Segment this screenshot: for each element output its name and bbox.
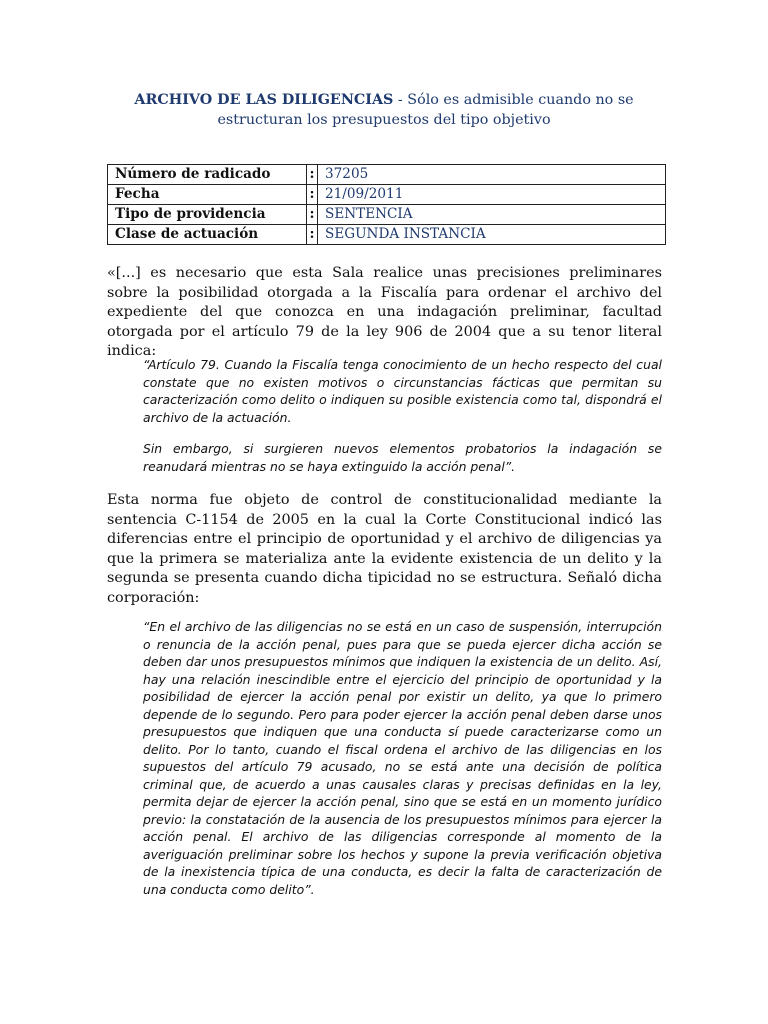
row-separator: : [307, 205, 318, 225]
document-title [110, 90, 658, 130]
constitutional-review-paragraph: Esta norma fue objeto de control de constitucionalidad mediante la sentencia C-1154 de 2005 en la cual la Corte Constitucional indicó las diferencias entre el principio de oportunidad y el archivo de diligencias ya que la primera se materializa ante la evidente existencia de un delito y la segunda se presenta cuando dicha tipicidad no se estructura. Señaló dicha corporación: [107, 492, 662, 606]
table-row [108, 225, 666, 245]
row-value: 21/09/2011 [318, 185, 666, 205]
row-label: Fecha [108, 185, 307, 205]
row-value: SEGUNDA INSTANCIA [318, 225, 666, 245]
title-main: ARCHIVO DE LAS DILIGENCIAS [134, 92, 394, 108]
metadata-table [107, 164, 666, 245]
table-row [108, 165, 666, 185]
row-label: Tipo de providencia [108, 205, 307, 225]
intro-paragraph: «[...] es necesario que esta Sala realice unas precisiones preliminares sobre la posibilidad otorgada a la Fiscalía para ordenar el archivo del expediente del que conozca en una indagación preliminar, facultad otorgada por el artículo 79 de la ley 906 de 2004 que a su tenor literal indica: [107, 265, 662, 359]
row-separator: : [307, 185, 318, 205]
row-value: 37205 [318, 165, 666, 185]
row-label: Clase de actuación [108, 225, 307, 245]
row-separator: : [307, 165, 318, 185]
table-row [108, 185, 666, 205]
row-label: Número de radicado [108, 165, 307, 185]
title-subtitle: - Sólo es admisible cuando no se estructuran los presupuestos del tipo objetivo [217, 92, 634, 128]
row-separator: : [307, 225, 318, 245]
article-79-quote: “Artículo 79. Cuando la Fiscalía tenga conocimiento de un hecho respecto del cual constate que no existen motivos o circunstancias fácticas que permitan su caracterización como delito o indiquen su posible existencia como tal, dispondrá el archivo de la actuación. [143, 357, 662, 425]
row-value: SENTENCIA [318, 205, 666, 225]
article-79-quote-continuation: Sin embargo, si surgieren nuevos elementos probatorios la indagación se reanudará mientras no se haya extinguido la acción penal”. [143, 441, 662, 474]
table-row [108, 205, 666, 225]
court-citation-quote: “En el archivo de las diligencias no se está en un caso de suspensión, interrupción o renuncia de la acción penal, pues para que se pueda ejercer dicha acción se deben dar unos presupuestos mínimos que indiquen la existencia de un delito. Así, hay una relación inescindible entre el ejercicio del principio de oportunidad y la posibilidad de ejercer la acción penal por existir un delito, ya que lo primero depende de lo segundo. Pero para poder ejercer la acción penal deben darse unos presupuestos que indiquen que una conducta sí puede caracterizarse como un delito. Por lo tanto, cuando el fiscal ordena el archivo de las diligencias en los supuestos del artículo 79 acusado, no se está ante una decisión de política criminal que, de acuerdo a unas causales claras y precisas definidas en la ley, permita dejar de ejercer la acción penal, sino que se está en un momento jurídico previo: la constatación de la ausencia de los presupuestos mínimos para ejercer la acción penal. El archivo de las diligencias corresponde al momento de la averiguación preliminar sobre los hechos y supone la previa verificación objetiva de la inexistencia típica de una conducta, es decir la falta de caracterización de una conducta como delito”. [143, 619, 662, 897]
